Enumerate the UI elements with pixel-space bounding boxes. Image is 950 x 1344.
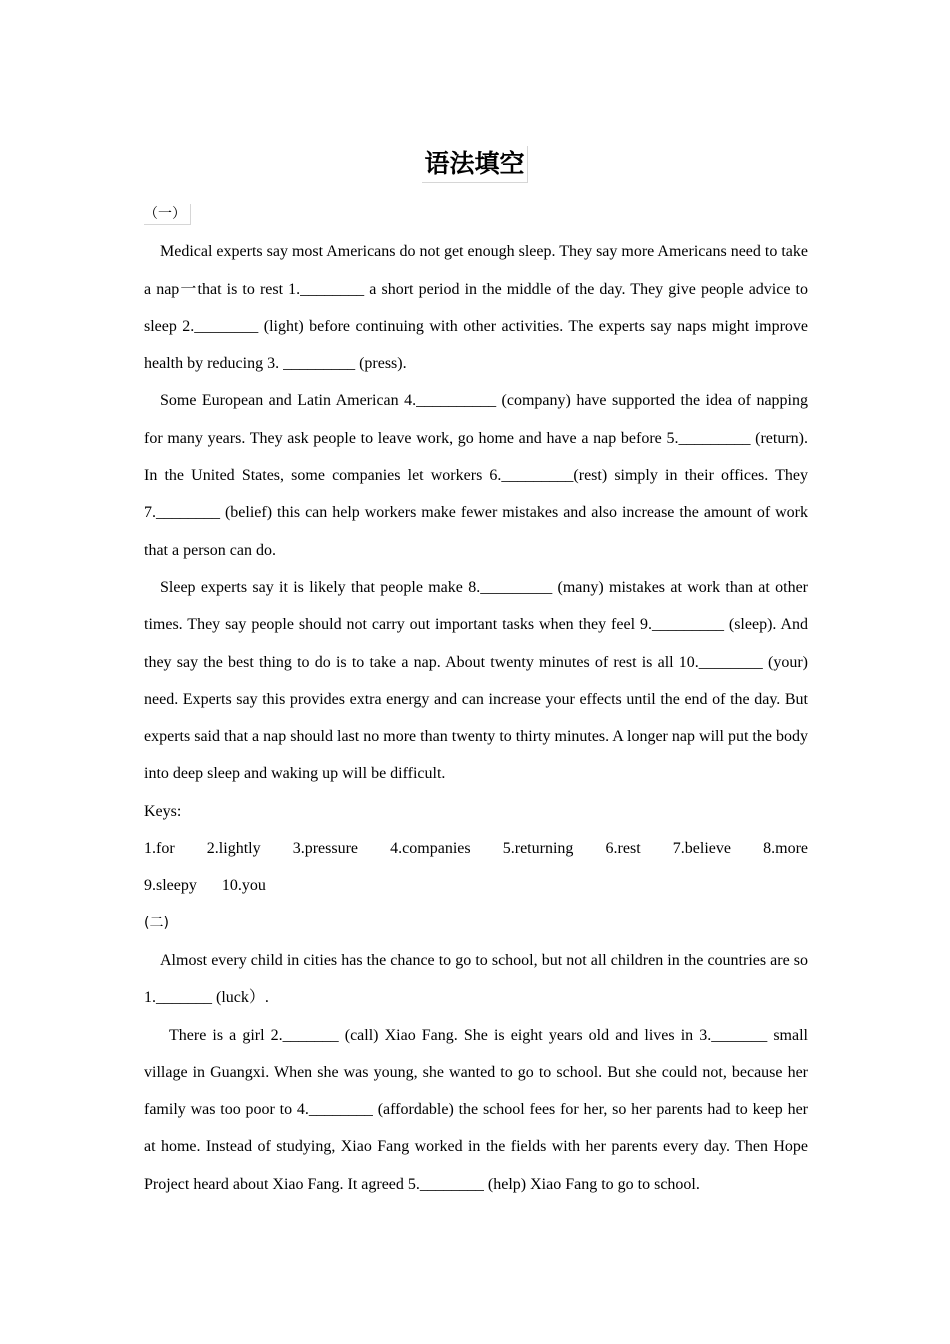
- page-title-text: 语法填空: [422, 146, 527, 183]
- page-title: [0, 146, 950, 183]
- section-1-paragraph-3: Sleep experts say it is likely that people make 8._________ (many) mistakes at work than at other times. They say people should not carry out important tasks when they feel 9._________ (sleep). And they say the best thing to do is to take a nap. About twenty minutes of rest is all 10.________ (your) need. Experts say this provides extra energy and can increase your effects until the end of the day. But experts said that a nap should last no more than twenty to thirty minutes. A longer nap will put the body into deep sleep and waking up will be difficult.: [144, 578, 808, 783]
- key-item: 2.lightly: [206, 840, 261, 858]
- section-2-paragraph-2: There is a girl 2._______ (call) Xiao Fang. She is eight years old and lives in 3._______ small village in Guangxi. When she was young, she wanted to go to school. But she could not, because her family was too poor to 4.________ (affordable) the school fees for her, so her parents had to keep her at home. Instead of studying, Xiao Fang worked in the fields with her parents every day. Then Hope Project heard about Xiao Fang. It agreed 5.________ (help) Xiao Fang to go to school.: [144, 1026, 808, 1193]
- keys-label: Keys:: [144, 802, 182, 820]
- keys-row-1: [144, 830, 808, 867]
- key-item: 8.more: [763, 840, 808, 858]
- key-item: 9.sleepy: [144, 877, 197, 895]
- section-2-label: (二): [144, 914, 169, 931]
- section-1-paragraph-2: Some European and Latin American 4.__________ (company) have supported the idea of napping for many years. They ask people to leave work, go home and have a nap before 5._________ (return). In the United States, some companies let workers 6._________(rest) simply in their offices. They 7.________ (belief) this can help workers make fewer mistakes and also increase the amount of work that a person can do.: [144, 392, 808, 559]
- key-item: 6.rest: [605, 840, 641, 858]
- keys-row-2: [144, 867, 808, 904]
- key-item: 3.pressure: [292, 840, 359, 858]
- key-item: 7.believe: [672, 840, 731, 858]
- section-1-paragraph-1: Medical experts say most Americans do not get enough sleep. They say more Americans need to take a nap一that is to rest 1.________ a short period in the middle of the day. They give people advice to sleep 2.________ (light) before continuing with other activities. The experts say naps might improve health by reducing 3. _________ (press).: [144, 243, 809, 373]
- key-item: 4.companies: [390, 840, 471, 858]
- document-body: [144, 196, 808, 1203]
- section-1-label: （一）: [144, 196, 808, 233]
- section-2-paragraph-1: Almost every child in cities has the chance to go to school, but not all children in the countries are so 1._______ (luck）.: [144, 951, 808, 1007]
- key-item: 1.for: [144, 840, 175, 858]
- key-item: 5.returning: [502, 840, 574, 858]
- key-item: 10.you: [221, 877, 266, 895]
